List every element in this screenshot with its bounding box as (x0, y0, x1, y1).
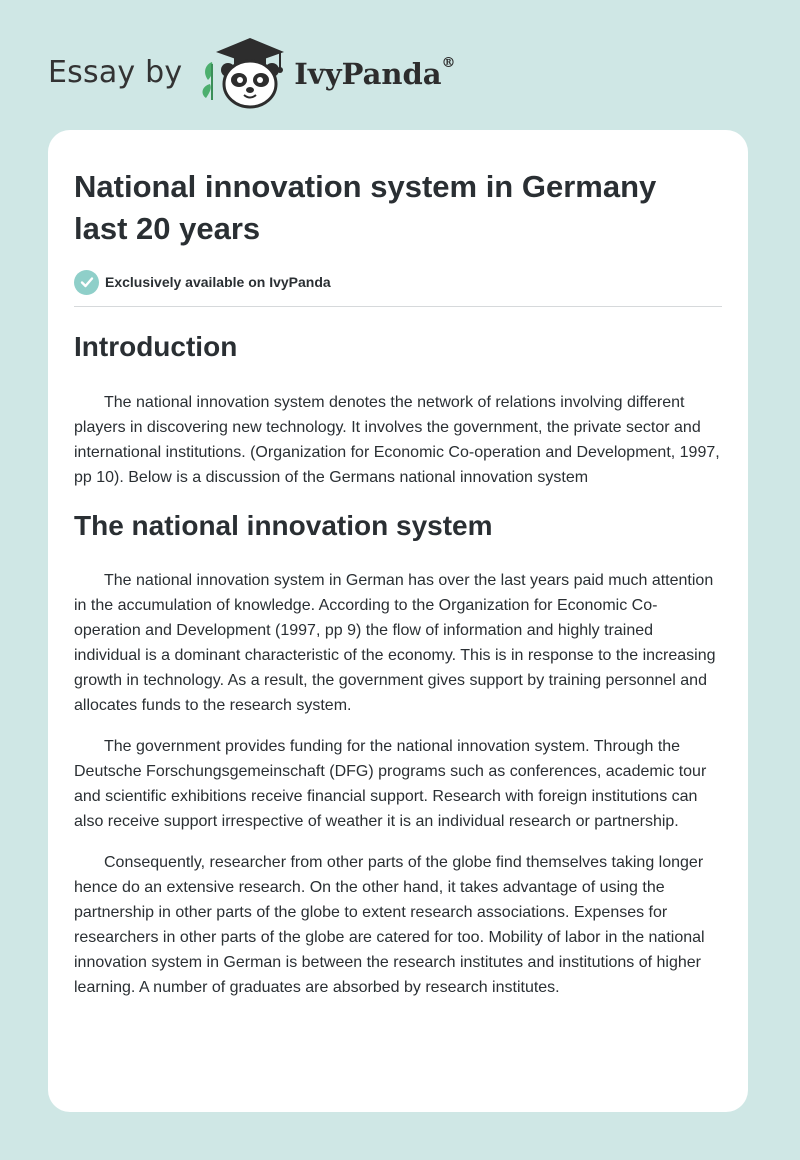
brand-name[interactable] (294, 57, 455, 91)
page-title (74, 166, 722, 250)
divider (74, 306, 722, 307)
title-line-2: last 20 years (74, 211, 261, 246)
essay-by-label: Essay by (48, 54, 183, 90)
paragraph-intro: The national innovation system denotes the network of relations involving different players in discovering new technology. It involves the government, the private sector and international institutions. (Organization for Economic Co-operation and Development, 1997, pp 10). Below is a discussion of the Germans national innovation system (74, 394, 720, 486)
check-circle-icon (74, 270, 99, 295)
essay-card (48, 130, 748, 1112)
site-header (48, 34, 456, 110)
brand-text: IvyPanda (294, 57, 442, 91)
panda-graduate-icon[interactable] (198, 34, 290, 110)
title-line-1: National innovation system in Germany (74, 169, 657, 204)
exclusive-badge-text: Exclusively available on IvyPanda (105, 274, 331, 290)
paragraph-knowledge: The national innovation system in German has over the last years paid much attention in the accumulation of knowledge. According to the Organization for Economic Co-operation and Development (1997, pp 9) the flow of information and highly trained individual is a dominant characteristic of the economy. This is in response to the increasing growth in technology. As a result, the government gives support by training personnel and allocates funds to the research system. (74, 572, 716, 714)
section-heading-introduction: Introduction (74, 331, 238, 362)
paragraph-funding: The government provides funding for the national innovation system. Through the Deutsche Forschungsgemeinschaft (DFG) programs such as conferences, academic tour and scientific exhibitions receive financial support. Research with foreign institutions can also receive support irrespective of weather it is an individual research or partnership. (74, 738, 707, 830)
leaf-icon (203, 62, 213, 100)
registered-mark: ® (441, 55, 456, 72)
section-heading-national-innovation-system: The national innovation system (74, 510, 493, 541)
paragraph-mobility: Consequently, researcher from other parts of the globe find themselves taking longer hence do an extensive research. On the other hand, it takes advantage of using the partnership in other parts of the globe to extent research associations. Expenses for researchers in other parts of the globe are catered for too. Mobility of labor in the national innovation system in German is between the research institutes and institutions of higher learning. A number of graduates are absorbed by research institutes. (74, 854, 705, 996)
exclusive-badge (74, 269, 722, 295)
